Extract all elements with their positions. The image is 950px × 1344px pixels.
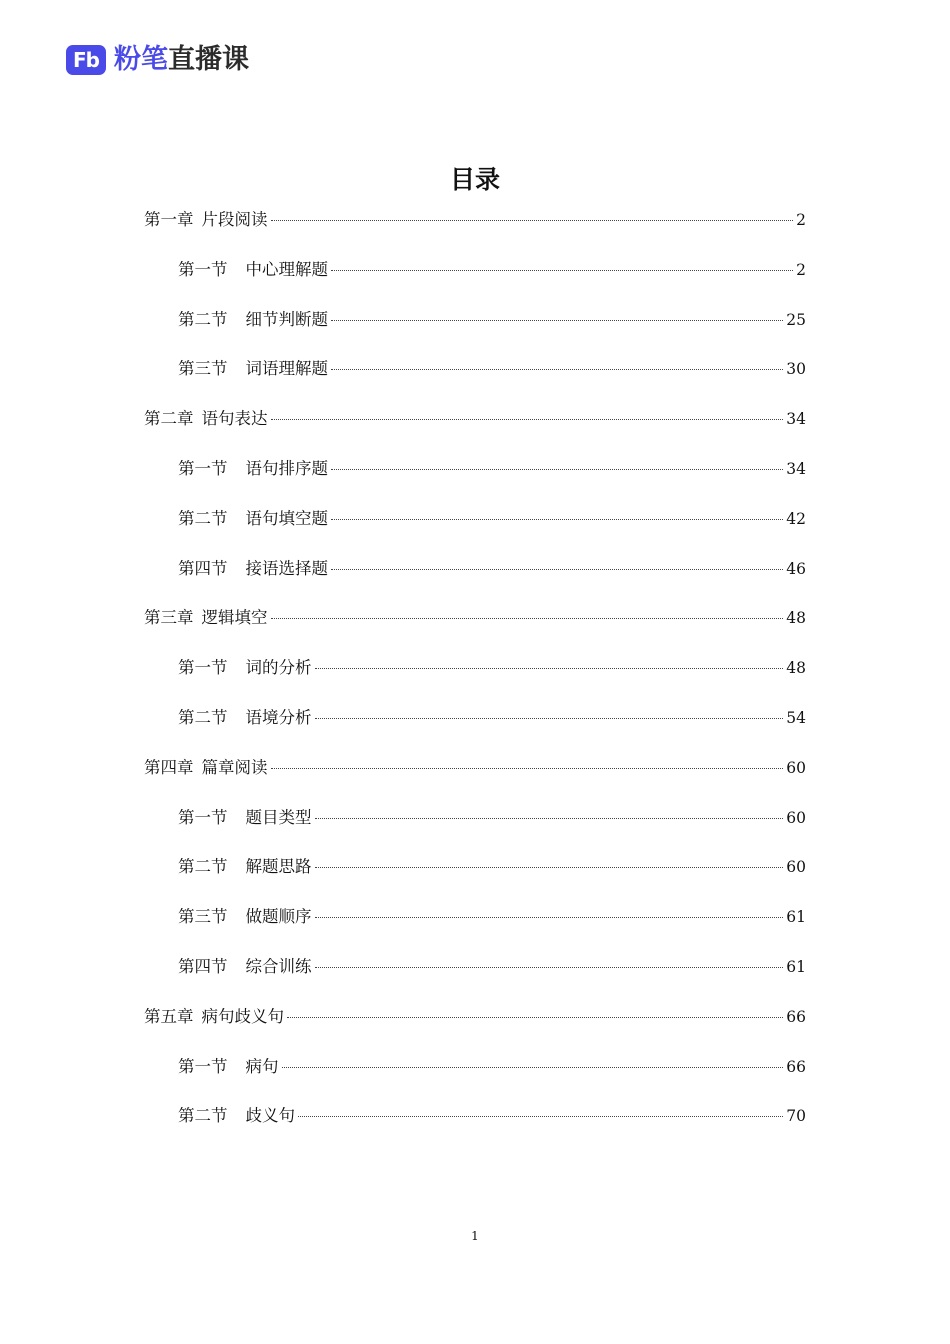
dot-leader — [331, 320, 783, 321]
toc-entry-number: 第二节 — [178, 1106, 228, 1126]
brand-name-rest: 直播课 — [168, 44, 249, 75]
toc-entry-number: 第一节 — [178, 259, 228, 279]
toc-entry-page: 34 — [786, 410, 806, 429]
toc-entry-page: 2 — [796, 260, 806, 279]
toc-entry-label: 语句表达 — [201, 409, 268, 429]
dot-leader — [271, 220, 794, 221]
toc-entry-label: 语境分析 — [245, 708, 312, 727]
toc-entry-label: 综合训练 — [245, 957, 312, 976]
dot-leader — [315, 718, 784, 719]
dot-leader — [331, 369, 783, 370]
toc-entry-label: 逻辑填空 — [201, 608, 268, 628]
toc-entry-number: 第一章 — [144, 210, 194, 229]
toc-entry-page: 30 — [786, 360, 806, 379]
toc-entry-number: 第二节 — [178, 708, 228, 727]
toc-entry-number: 第四章 — [144, 757, 194, 777]
dot-leader — [287, 1017, 783, 1018]
toc-entry-number: 第四节 — [178, 558, 228, 578]
toc-entry-label: 病句 — [245, 1056, 279, 1076]
brand-logo — [66, 42, 249, 78]
toc-section-entry[interactable] — [178, 1102, 806, 1132]
toc-entry-number: 第三节 — [178, 359, 228, 379]
toc-entry-number: 第四节 — [178, 957, 228, 976]
toc-section-entry[interactable] — [178, 306, 806, 336]
dot-leader — [315, 818, 784, 819]
toc-entry-page: 34 — [786, 460, 806, 478]
dot-leader — [315, 867, 784, 868]
toc-entry-number: 第二节 — [178, 309, 228, 329]
toc-entry-label: 中心理解题 — [245, 259, 328, 279]
toc-entry-page: 54 — [786, 709, 806, 727]
dot-leader — [271, 419, 784, 420]
toc-entry-number: 第一节 — [178, 807, 228, 827]
toc-chapter-entry[interactable] — [144, 1003, 806, 1033]
toc-entry-page: 61 — [786, 908, 806, 927]
toc-entry-number: 第五章 — [144, 1006, 194, 1026]
dot-leader — [331, 519, 783, 520]
dot-leader — [331, 569, 783, 570]
toc-section-entry[interactable] — [178, 555, 806, 585]
toc-section-entry[interactable] — [178, 355, 806, 385]
toc-entry-label: 歧义句 — [245, 1106, 295, 1126]
dot-leader — [315, 967, 784, 968]
toc-chapter-entry[interactable] — [144, 754, 806, 784]
toc-section-entry[interactable] — [178, 903, 806, 933]
brand-name-accent: 粉笔 — [114, 44, 168, 75]
dot-leader — [331, 469, 783, 470]
toc-entry-number: 第一节 — [178, 658, 228, 678]
page-title: 目录 — [449, 165, 500, 194]
dot-leader — [315, 917, 784, 918]
toc-entry-number: 第三章 — [144, 608, 194, 628]
toc-section-entry[interactable] — [178, 1053, 806, 1083]
fb-logo-icon: Fb — [66, 45, 106, 75]
toc-entry-number: 第二节 — [178, 857, 228, 877]
toc-section-entry[interactable] — [178, 804, 806, 834]
toc-section-entry[interactable] — [178, 505, 806, 535]
toc-entry-page: 46 — [786, 559, 806, 578]
toc-section-entry[interactable] — [178, 256, 806, 286]
dot-leader — [271, 768, 784, 769]
dot-leader — [315, 668, 784, 669]
toc-entry-page: 60 — [786, 808, 806, 827]
toc-entry-page: 25 — [786, 310, 806, 329]
dot-leader — [271, 618, 784, 619]
toc-entry-label: 语句排序题 — [245, 459, 328, 478]
toc-chapter-entry[interactable] — [144, 405, 806, 435]
toc-entry-page: 60 — [786, 758, 806, 777]
toc-entry-page: 2 — [796, 211, 806, 229]
toc-entry-label: 片段阅读 — [201, 210, 268, 229]
toc-section-entry[interactable] — [178, 455, 806, 485]
dot-leader — [282, 1067, 784, 1068]
toc-entry-page: 66 — [786, 1007, 806, 1026]
toc-entry-label: 语句填空题 — [245, 508, 328, 528]
brand-name — [114, 42, 249, 78]
toc-section-entry[interactable] — [178, 654, 806, 684]
toc-entry-label: 解题思路 — [245, 857, 312, 877]
toc-entry-page: 66 — [786, 1057, 806, 1076]
toc-entry-label: 接语选择题 — [245, 558, 328, 578]
toc-entry-page: 42 — [786, 509, 806, 528]
toc-entry-label: 做题顺序 — [245, 907, 312, 927]
toc-entry-label: 词的分析 — [245, 658, 312, 678]
toc-entry-label: 病句歧义句 — [201, 1006, 284, 1026]
toc-entry-number: 第二章 — [144, 409, 194, 429]
toc-entry-label: 题目类型 — [245, 807, 312, 827]
toc-entry-number: 第一节 — [178, 459, 228, 478]
toc-entry-page: 60 — [786, 858, 806, 877]
toc-entry-number: 第二节 — [178, 508, 228, 528]
dot-leader — [331, 270, 793, 271]
toc-chapter-entry[interactable] — [144, 206, 806, 236]
toc-entry-page: 70 — [786, 1107, 806, 1126]
toc-entry-label: 篇章阅读 — [201, 757, 268, 777]
toc-section-entry[interactable] — [178, 953, 806, 983]
toc-section-entry[interactable] — [178, 853, 806, 883]
toc-entry-number: 第一节 — [178, 1056, 228, 1076]
dot-leader — [298, 1116, 783, 1117]
toc-entry-page: 48 — [786, 659, 806, 678]
toc-entry-number: 第三节 — [178, 907, 228, 927]
toc-section-entry[interactable] — [178, 704, 806, 734]
toc-chapter-entry[interactable] — [144, 604, 806, 634]
page-number: 1 — [471, 1229, 479, 1243]
toc-entry-page: 61 — [786, 958, 806, 976]
toc-entry-label: 词语理解题 — [245, 359, 328, 379]
toc-entry-label: 细节判断题 — [245, 309, 328, 329]
toc-entry-page: 48 — [786, 609, 806, 628]
